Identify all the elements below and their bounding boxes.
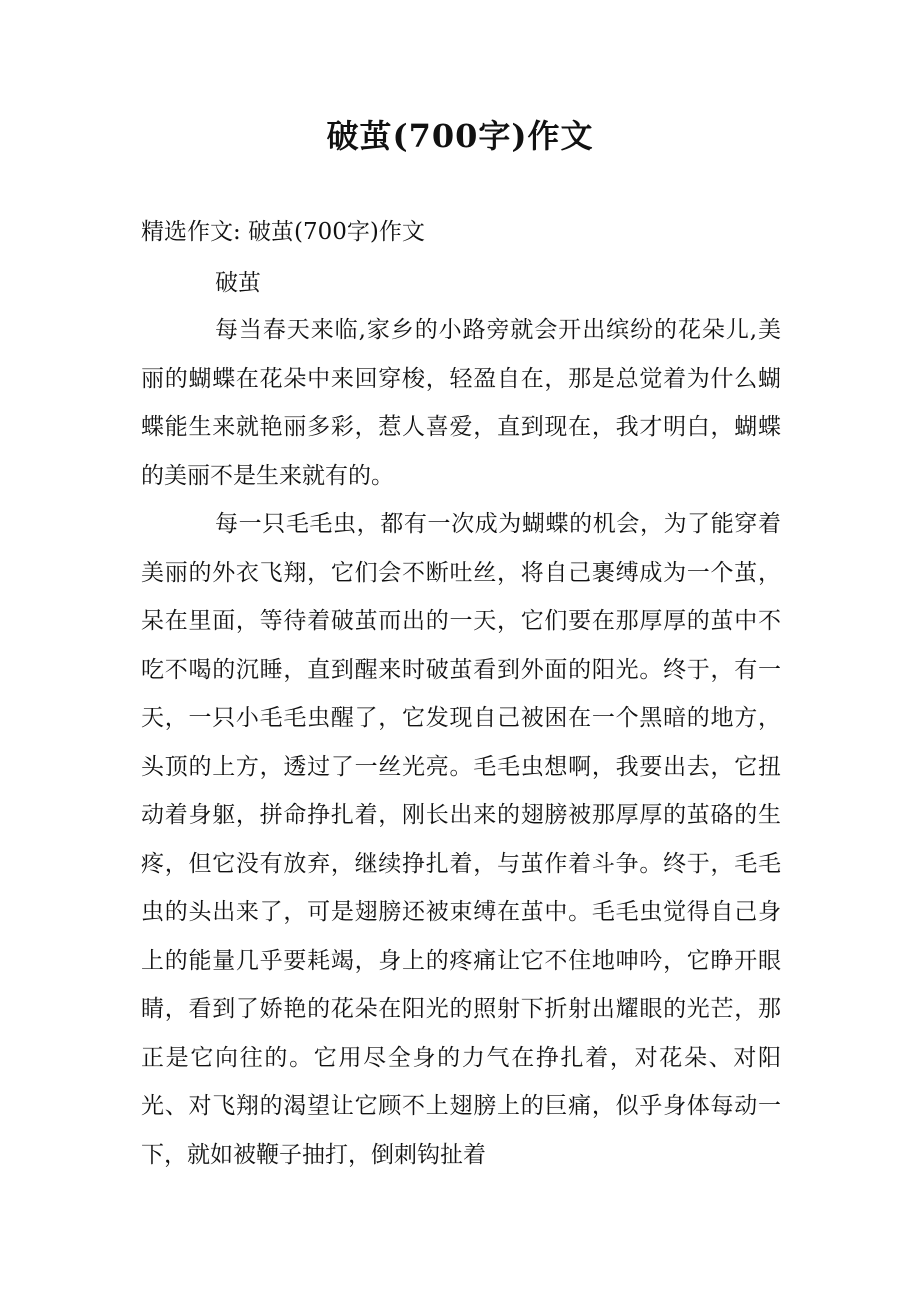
document-title: 破茧(700字)作文 (326, 117, 594, 155)
document-subtitle: 精选作文: 破茧(700字)作文 (141, 219, 425, 245)
essay-heading: 破茧 (215, 270, 261, 296)
paragraph-1: 每当春天来临,家乡的小路旁就会开出缤纷的花朵儿,美丽的蝴蝶在花朵中来回穿梭，轻盈自在，那是总觉着为什么蝴蝶能生来就艳丽多彩，惹人喜爱，直到现在，我才明白，蝴蝶的美丽不是生来就有的。 (141, 317, 781, 489)
paragraph-2: 每一只毛毛虫，都有一次成为蝴蝶的机会，为了能穿着美丽的外衣飞翔，它们会不断吐丝，将自己裹缚成为一个茧，呆在里面，等待着破茧而出的一天，它们要在那厚厚的茧中不吃不喝的沉睡，直到醒来时破茧看到外面的阳光。终于，有一天，一只小毛毛虫醒了，它发现自己被困在一个黑暗的地方，头顶的上方，透过了一丝光亮。毛毛虫想啊，我要出去，它扭动着身躯，拼命挣扎着，刚长出来的翅膀被那厚厚的茧硌的生疼，但它没有放弃，继续挣扎着，与茧作着斗争。终于，毛毛虫的头出来了，可是翅膀还被束缚在茧中。毛毛虫觉得自己身上的能量几乎要耗竭，身上的疼痛让它不住地呻吟，它睁开眼睛，看到了娇艳的花朵在阳光的照射下折射出耀眼的光芒，那正是它向往的。它用尽全身的力气在挣扎着，对花朵、对阳光、对飞翔的渴望让它顾不上翅膀上的巨痛，似乎身体每动一下，就如被鞭子抽打，倒刺钩扯着 (141, 511, 781, 1168)
